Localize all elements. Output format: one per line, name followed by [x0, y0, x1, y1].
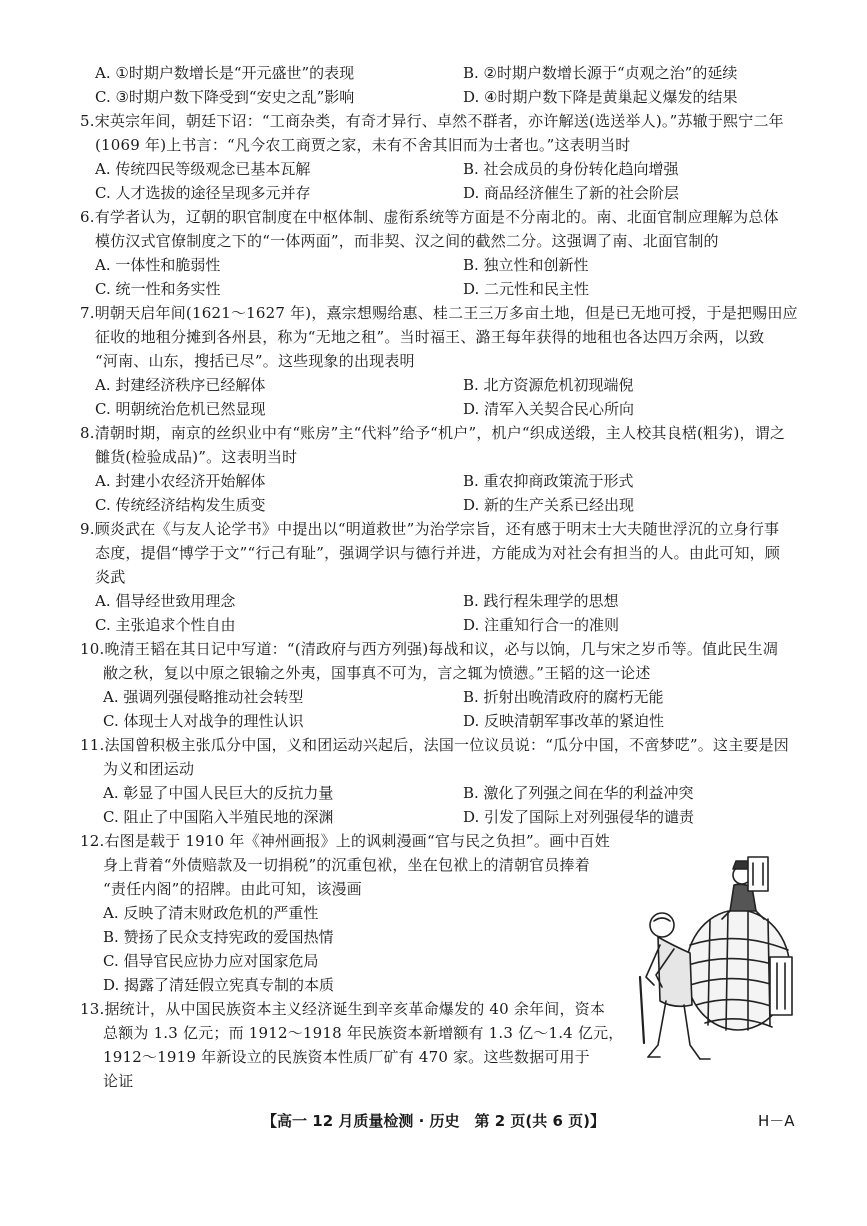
q6-option-b: B. 独立性和创新性	[463, 256, 589, 274]
q5-stem-line-1: 5.宋英宗年间，朝廷下诏：“工商杂类，有奇才异行、卓然不群者，亦许解送(选送举人)。”苏辙于熙宁二年	[80, 112, 784, 130]
q6-option-c: C. 统一性和务实性	[95, 280, 221, 298]
q12-stem-line-3: “责任内阁”的招牌。由此可知，该漫画	[103, 880, 362, 898]
q4-option-c: C. ③时期户数下降受到“安史之乱”影响	[95, 88, 355, 106]
q9-option-b: B. 践行程朱理学的思想	[463, 592, 619, 610]
q9-option-d: D. 注重知行合一的准则	[463, 616, 620, 634]
q4-option-b: B. ②时期户数增长源于“贞观之治”的延续	[463, 64, 738, 82]
q8-option-d: D. 新的生产关系已经出现	[463, 496, 635, 514]
q11-option-b: B. 激化了列强之间在华的利益冲突	[463, 784, 694, 802]
q10-option-a: A. 强调列强侵略推动社会转型	[103, 688, 304, 706]
q10-option-c: C. 体现士人对战争的理性认识	[103, 712, 304, 730]
q11-stem-line-1: 11.法国曾积极主张瓜分中国，义和团运动兴起后，法国一位议员说：“瓜分中国，不啻梦呓”。这主要是因	[80, 736, 789, 754]
q8-stem-line-1: 8.清朝时期，南京的丝织业中有“账房”主“代料”给予“机户”，机户“织成送缎，主人校其良楛(粗劣)，谓之	[80, 424, 786, 442]
q6-option-d: D. 二元性和民主性	[463, 280, 590, 298]
q9-stem-line-3: 炎武	[95, 568, 126, 586]
q12-stem-line-1: 12.右图是载于 1910 年《神州画报》上的讽刺漫画“官与民之负担”。画中百姓	[80, 832, 610, 850]
q8-option-c: C. 传统经济结构发生质变	[95, 496, 266, 514]
q7-option-a: A. 封建经济秩序已经解体	[95, 376, 266, 394]
q7-option-b: B. 北方资源危机初现端倪	[463, 376, 634, 394]
q8-option-a: A. 封建小农经济开始解体	[95, 472, 266, 490]
q11-option-d: D. 引发了国际上对列强侵华的谴责	[463, 808, 695, 826]
q5-stem-line-2: (1069 年)上书言：“凡今农工商贾之家，未有不舍其旧而为士者也。”这表明当时	[95, 136, 631, 154]
q12-option-a: A. 反映了清末财政危机的严重性	[103, 904, 319, 922]
q12-option-b: B. 赞扬了民众支持宪政的爱国热情	[103, 928, 334, 946]
q7-stem-line-1: 7.明朝天启年间(1621～1627 年)，熹宗想赐给惠、桂二王三万多亩土地，但是已无地可授，于是把赐田应	[80, 304, 798, 322]
q11-stem-line-2: 为义和团运动	[103, 760, 195, 778]
q6-option-a: A. 一体性和脆弱性	[95, 256, 221, 274]
q7-option-c: C. 明朝统治危机已然显现	[95, 400, 266, 418]
paper-code: H－A	[758, 1112, 795, 1130]
q4-option-a: A. ①时期户数增长是“开元盛世”的表现	[95, 64, 355, 82]
q6-stem-line-2: 模仿汉式官僚制度之下的“一体两面”，而非契、汉之间的截然二分。这强调了南、北面官制的	[95, 232, 719, 250]
q7-stem-line-3: “河南、山东，搜括已尽”。这些现象的出现表明	[95, 352, 415, 370]
page-footer-title: 【高一 12 月质量检测 · 历史 第 2 页(共 6 页)】	[262, 1112, 605, 1130]
q9-stem-line-1: 9.顾炎武在《与友人论学书》中提出以“明道救世”为治学宗旨，还有感于明末士大夫随世浮沉的立身行事	[80, 520, 780, 538]
q13-stem-line-2: 总额为 1.3 亿元；而 1912～1918 年民族资本新增额有 1.3 亿～1.4 亿元，	[103, 1024, 624, 1042]
q10-option-d: D. 反映清朝军事改革的紧迫性	[463, 712, 665, 730]
q10-stem-line-1: 10.晚清王韬在其日记中写道：“(清政府与西方列强)每战和议，必与以饷，几与宋之岁币等。值此民生凋	[80, 640, 779, 658]
q12-stem-line-2: 身上背着“外债赔款及一切捐税”的沉重包袱，坐在包袱上的清朝官员捧着	[103, 856, 590, 874]
q12-option-c: C. 倡导官民应协力应对国家危局	[103, 952, 319, 970]
q11-option-a: A. 彰显了中国人民巨大的反抗力量	[103, 784, 334, 802]
q12-option-d: D. 揭露了清廷假立宪真专制的本质	[103, 976, 335, 994]
q5-option-d: D. 商品经济催生了新的社会阶层	[463, 184, 680, 202]
satirical-cartoon-image	[630, 845, 805, 1075]
q11-option-c: C. 阻止了中国陷入半殖民地的深渊	[103, 808, 334, 826]
q4-option-d: D. ④时期户数下降是黄巢起义爆发的结果	[463, 88, 738, 106]
q8-stem-line-2: 雠货(检验成品)”。这表明当时	[95, 448, 298, 466]
q5-option-b: B. 社会成员的身份转化趋向增强	[463, 160, 679, 178]
q9-option-c: C. 主张追求个性自由	[95, 616, 236, 634]
q6-stem-line-1: 6.有学者认为，辽朝的职官制度在中枢体制、虚衔系统等方面是不分南北的。南、北面官制应理解为总体	[80, 208, 779, 226]
q9-option-a: A. 倡导经世致用理念	[95, 592, 236, 610]
q13-stem-line-3: 1912～1919 年新设立的民族资本性质厂矿有 470 家。这些数据可用于	[103, 1048, 590, 1066]
q8-option-b: B. 重农抑商政策流于形式	[463, 472, 634, 490]
q7-option-d: D. 清军入关契合民心所向	[463, 400, 635, 418]
q13-stem-line-4: 论证	[103, 1072, 134, 1090]
q5-option-c: C. 人才选拔的途径呈现多元并存	[95, 184, 311, 202]
q10-stem-line-2: 敝之秋，复以中原之银输之外夷，国事真不可为，言之辄为愤懑。”王韬的这一论述	[103, 664, 651, 682]
q7-stem-line-2: 征收的地租分摊到各州县，称为“无地之租”。当时福王、潞王每年获得的地租也各达四万余两，以致	[95, 328, 765, 346]
q13-stem-line-1: 13.据统计，从中国民族资本主义经济诞生到辛亥革命爆发的 40 余年间，资本	[80, 1000, 606, 1018]
q9-stem-line-2: 态度，提倡“博学于文”“行己有耻”，强调学识与德行并进，方能成为对社会有担当的人。由此可知，顾	[95, 544, 781, 562]
q10-option-b: B. 折射出晚清政府的腐朽无能	[463, 688, 664, 706]
q5-option-a: A. 传统四民等级观念已基本瓦解	[95, 160, 311, 178]
